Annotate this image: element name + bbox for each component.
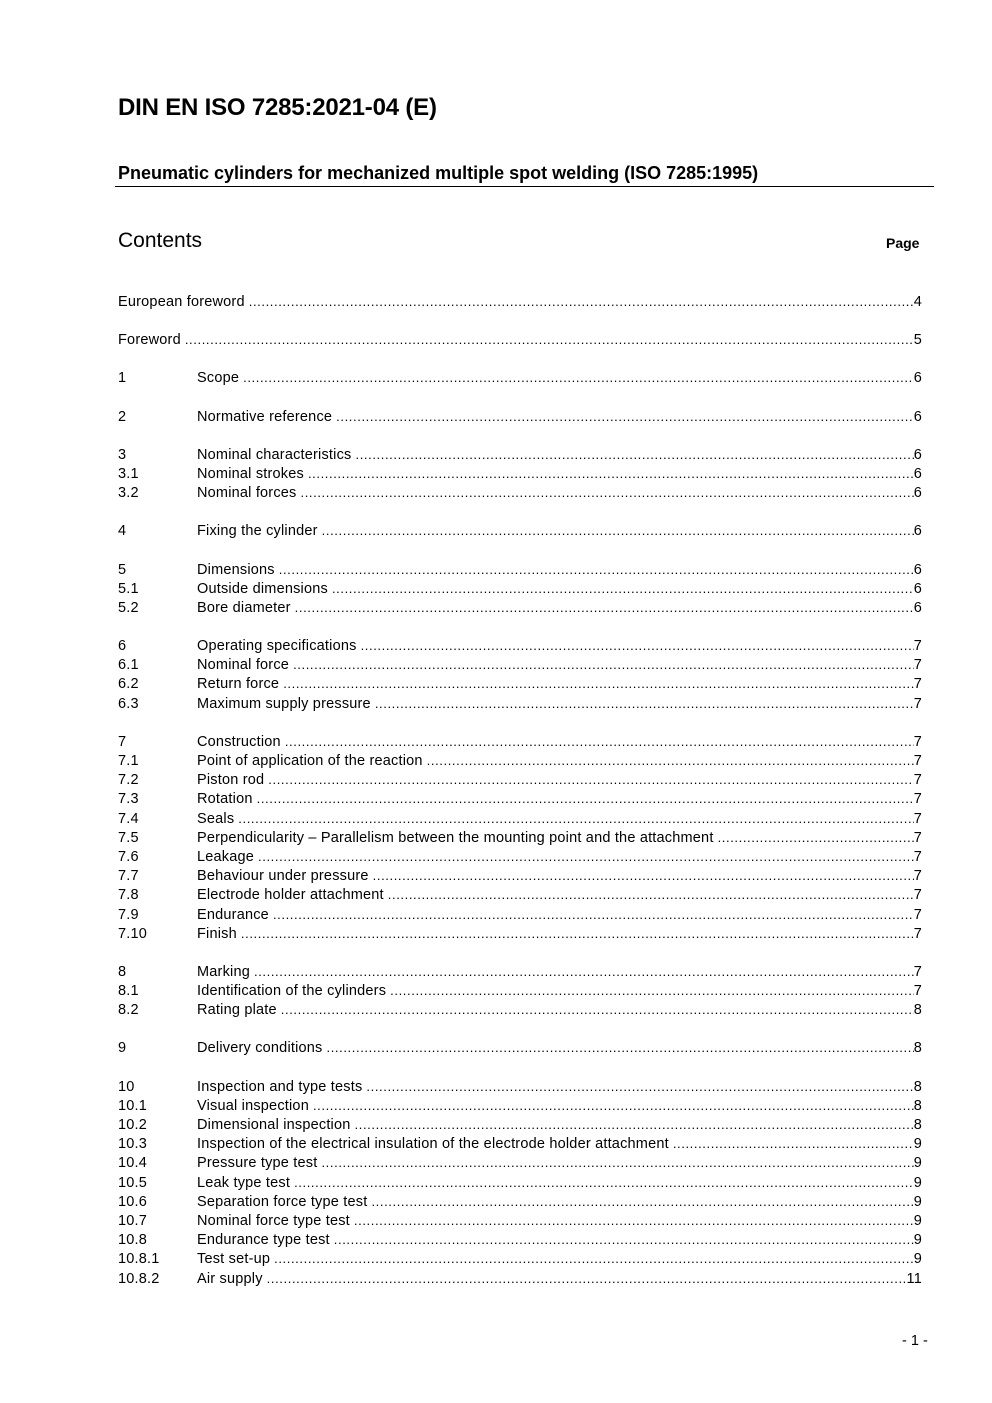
toc-entry-number: 3.2: [118, 485, 139, 502]
toc-leader-dots: [366, 1077, 913, 1096]
toc-leader-dots: [258, 847, 914, 866]
toc-entry-title: Return force: [197, 676, 280, 693]
toc-entry-title: Marking: [197, 963, 250, 980]
toc-entry-number: 10.8.2: [118, 1270, 160, 1287]
toc-entry-page: 7: [913, 868, 922, 885]
toc-entry-title: Endurance: [197, 906, 269, 923]
toc-entry-title: Air supply: [197, 1270, 263, 1287]
toc-entry-number: 3.1: [118, 465, 139, 482]
toc-entry-title: Inspection and type tests: [197, 1078, 363, 1095]
toc-entry[interactable]: [118, 445, 922, 464]
toc-entry-title: Identification of the cylinders: [197, 983, 387, 1000]
toc-entry-title: Perpendicularity – Parallelism between the mounting point and the attachment: [197, 829, 714, 846]
toc-entry[interactable]: [118, 579, 922, 598]
toc-entry-page: 6: [913, 370, 922, 387]
toc-entry-number: 7.1: [118, 753, 139, 769]
toc-entry-title: Separation force type test: [197, 1193, 368, 1210]
toc-leader-dots: [336, 407, 914, 426]
toc-entry[interactable]: [118, 464, 922, 483]
toc-entry-number: 7.3: [118, 791, 139, 808]
toc-entry-page: 8: [913, 1117, 922, 1133]
toc-entry-page: 7: [913, 695, 922, 712]
toc-entry-page: 6: [913, 446, 922, 463]
toc-entry[interactable]: [118, 1096, 922, 1115]
toc-entry[interactable]: [118, 330, 922, 349]
toc-entry-number: 2: [118, 408, 127, 425]
toc-entry-page: 6: [913, 485, 922, 502]
toc-entry-title: Fixing the cylinder: [197, 523, 318, 540]
toc-entry-title: Point of application of the reaction: [197, 753, 423, 769]
toc-entry-page: 8: [913, 1040, 922, 1057]
toc-entry-number: 10.6: [118, 1193, 148, 1210]
toc-leader-dots: [294, 1173, 914, 1192]
toc-entry-page: 6: [913, 523, 922, 540]
toc-leader-dots: [257, 789, 914, 808]
toc-leader-dots: [279, 560, 914, 579]
toc-entry-number: 6.1: [118, 657, 139, 674]
toc-entry[interactable]: [118, 694, 922, 713]
toc-entry-page: 8: [913, 1078, 922, 1095]
toc-entry-title: Outside dimensions: [197, 580, 328, 597]
toc-entry-page: 8: [913, 1002, 922, 1019]
toc-leader-dots: [388, 885, 914, 904]
toc-entry[interactable]: [118, 1249, 922, 1268]
toc-entry-page: 7: [913, 848, 922, 865]
toc-entry-title: Behaviour under pressure: [197, 868, 369, 885]
toc-leader-dots: [254, 962, 914, 981]
toc-entry-page: 7: [913, 638, 922, 655]
toc-entry[interactable]: [118, 962, 922, 981]
toc-leader-dots: [274, 1249, 914, 1268]
toc-entry-page: 7: [913, 772, 922, 789]
toc-entry-number: 7.2: [118, 772, 139, 789]
toc-entry[interactable]: [118, 368, 922, 387]
toc-entry-page: 9: [913, 1174, 922, 1191]
toc-entry-title: Visual inspection: [197, 1097, 309, 1114]
toc-entry[interactable]: [118, 924, 922, 943]
toc-entry-page: 9: [913, 1212, 922, 1229]
toc-leader-dots: [281, 1000, 914, 1019]
footer-page-number: - 1 -: [902, 1333, 928, 1349]
toc-entry-number: 7.9: [118, 906, 139, 923]
page-column-heading: Page: [886, 235, 920, 251]
toc-entry-number: 7.7: [118, 868, 139, 885]
toc-entry-title: Electrode holder attachment: [197, 887, 384, 904]
toc-entry-number: 7.6: [118, 848, 139, 865]
toc-entry-page: 9: [913, 1251, 922, 1268]
toc-entry-title: Leak type test: [197, 1174, 291, 1191]
toc-entry[interactable]: [118, 292, 922, 311]
toc-entry[interactable]: [118, 1173, 922, 1192]
toc-entry[interactable]: [118, 885, 922, 904]
toc-entry-page: 6: [913, 465, 922, 482]
toc-leader-dots: [268, 770, 913, 789]
toc-entry[interactable]: [118, 1077, 922, 1096]
toc-leader-dots: [673, 1134, 914, 1153]
toc-entry-number: 8.2: [118, 1002, 139, 1019]
toc-leader-dots: [283, 674, 914, 693]
toc-entry[interactable]: [118, 1269, 922, 1288]
toc-entry[interactable]: [118, 560, 922, 579]
toc-entry-title: Maximum supply pressure: [197, 695, 371, 712]
toc-entry-number: 4: [118, 523, 127, 540]
toc-leader-dots: [354, 1211, 914, 1230]
toc-leader-dots: [427, 751, 914, 770]
toc-entry[interactable]: [118, 1115, 922, 1134]
toc-entry-number: 10.4: [118, 1155, 148, 1172]
toc-leader-dots: [355, 1115, 914, 1134]
toc-entry-title: Nominal characteristics: [197, 446, 352, 463]
toc-leader-dots: [321, 1153, 913, 1172]
table-of-contents: [118, 292, 922, 1288]
toc-entry-page: 9: [913, 1136, 922, 1153]
toc-leader-dots: [334, 1230, 914, 1249]
toc-leader-dots: [373, 866, 914, 885]
toc-entry[interactable]: [118, 1134, 922, 1153]
toc-entry-number: 7.5: [118, 829, 139, 846]
toc-entry-number: 10.2: [118, 1117, 148, 1133]
toc-entry-page: 8: [913, 1097, 922, 1114]
toc-entry[interactable]: [118, 828, 922, 847]
toc-entry-number: 10: [118, 1078, 135, 1095]
toc-entry-number: 5.1: [118, 580, 139, 597]
toc-entry-number: 10.3: [118, 1136, 148, 1153]
toc-entry[interactable]: [118, 1038, 922, 1057]
toc-leader-dots: [285, 732, 914, 751]
toc-entry-title: Bore diameter: [197, 599, 291, 616]
toc-entry-number: 6: [118, 638, 127, 655]
toc-entry[interactable]: [118, 521, 922, 540]
toc-entry-number: 3: [118, 446, 127, 463]
toc-entry-page: 9: [913, 1193, 922, 1210]
toc-entry-title: Piston rod: [197, 772, 265, 789]
toc-leader-dots: [185, 330, 914, 349]
toc-entry-title: Normative reference: [197, 408, 333, 425]
toc-leader-dots: [249, 292, 914, 311]
toc-leader-dots: [355, 445, 913, 464]
toc-leader-dots: [267, 1269, 907, 1288]
toc-entry[interactable]: [118, 770, 922, 789]
toc-entry-number: 10.8: [118, 1232, 148, 1249]
toc-entry-number: 6.3: [118, 695, 139, 712]
toc-entry-page: 7: [913, 963, 922, 980]
toc-entry-number: 1: [118, 370, 127, 387]
toc-entry[interactable]: [118, 1192, 922, 1211]
toc-entry-number: 8.1: [118, 983, 139, 1000]
toc-entry-title: Rotation: [197, 791, 253, 808]
toc-entry[interactable]: [118, 866, 922, 885]
toc-entry-number: 10.7: [118, 1212, 148, 1229]
toc-entry[interactable]: [118, 732, 922, 751]
toc-entry-title: Leakage: [197, 848, 255, 865]
toc-leader-dots: [301, 483, 914, 502]
toc-entry[interactable]: [118, 1211, 922, 1230]
toc-leader-dots: [361, 636, 914, 655]
toc-leader-dots: [273, 905, 914, 924]
toc-entry-page: 7: [913, 791, 922, 808]
toc-entry-page: 9: [913, 1155, 922, 1172]
toc-entry[interactable]: [118, 809, 922, 828]
toc-entry-title: Dimensional inspection: [197, 1117, 351, 1133]
toc-entry[interactable]: [118, 483, 922, 502]
toc-entry[interactable]: [118, 1000, 922, 1019]
toc-entry-title: Scope: [197, 370, 240, 387]
toc-entry-number: 7.4: [118, 810, 139, 827]
toc-entry-title: European foreword: [118, 294, 245, 310]
toc-entry-title: Endurance type test: [197, 1232, 330, 1249]
toc-entry-title: Operating specifications: [197, 638, 357, 655]
toc-entry-page: 4: [913, 294, 922, 310]
title-underline: [115, 186, 934, 187]
toc-entry-title: Dimensions: [197, 561, 275, 578]
toc-entry-page: 7: [913, 676, 922, 693]
toc-entry-number: 7.8: [118, 887, 139, 904]
toc-leader-dots: [371, 1192, 913, 1211]
toc-entry-title: Delivery conditions: [197, 1040, 323, 1057]
toc-entry-page: 9: [913, 1232, 922, 1249]
toc-entry-number: 10.5: [118, 1174, 148, 1191]
toc-entry[interactable]: [118, 674, 922, 693]
toc-leader-dots: [313, 1096, 914, 1115]
toc-leader-dots: [308, 464, 914, 483]
toc-entry[interactable]: [118, 407, 922, 426]
toc-leader-dots: [243, 368, 914, 387]
toc-entry-page: 6: [913, 408, 922, 425]
toc-leader-dots: [241, 924, 914, 943]
toc-entry-title: Nominal forces: [197, 485, 297, 502]
toc-leader-dots: [295, 598, 914, 617]
toc-entry-page: 7: [913, 829, 922, 846]
toc-entry-page: 7: [913, 753, 922, 769]
toc-entry-page: 6: [913, 599, 922, 616]
toc-entry[interactable]: [118, 1153, 922, 1172]
toc-entry-page: 11: [906, 1270, 922, 1287]
document-title: DIN EN ISO 7285:2021-04 (E): [118, 94, 437, 121]
toc-leader-dots: [718, 828, 914, 847]
toc-entry[interactable]: [118, 636, 922, 655]
toc-entry[interactable]: [118, 789, 922, 808]
toc-leader-dots: [322, 521, 914, 540]
toc-entry[interactable]: [118, 905, 922, 924]
toc-leader-dots: [238, 809, 913, 828]
toc-entry-title: Foreword: [118, 332, 181, 349]
toc-entry-title: Test set-up: [197, 1251, 271, 1268]
toc-entry-page: 7: [913, 887, 922, 904]
toc-entry-title: Seals: [197, 810, 235, 827]
toc-entry-number: 9: [118, 1040, 127, 1057]
toc-entry-page: 6: [913, 561, 922, 578]
toc-entry-number: 5.2: [118, 599, 139, 616]
document-subtitle: Pneumatic cylinders for mechanized multiple spot welding (ISO 7285:1995): [118, 163, 759, 183]
toc-leader-dots: [293, 655, 914, 674]
toc-entry-title: Inspection of the electrical insulation of the electrode holder attachment: [197, 1136, 669, 1153]
toc-entry[interactable]: [118, 655, 922, 674]
toc-entry[interactable]: [118, 1230, 922, 1249]
toc-entry-title: Nominal force: [197, 657, 290, 674]
toc-entry-page: 7: [913, 733, 922, 750]
toc-leader-dots: [375, 694, 914, 713]
toc-entry-number: 8: [118, 963, 127, 980]
toc-leader-dots: [390, 981, 914, 1000]
toc-entry-title: Nominal force type test: [197, 1212, 350, 1229]
toc-entry-page: 7: [913, 657, 922, 674]
toc-entry-page: 7: [913, 810, 922, 827]
toc-entry[interactable]: [118, 847, 922, 866]
contents-heading: Contents: [118, 229, 203, 252]
toc-entry-page: 7: [913, 925, 922, 942]
toc-entry-title: Rating plate: [197, 1002, 277, 1019]
toc-entry[interactable]: [118, 981, 922, 1000]
toc-entry-number: 10.8.1: [118, 1251, 160, 1268]
toc-entry[interactable]: [118, 751, 922, 770]
toc-entry-page: 5: [913, 332, 922, 349]
toc-entry-number: 7: [118, 733, 127, 750]
toc-entry-title: Finish: [197, 925, 237, 942]
toc-entry-page: 6: [913, 580, 922, 597]
toc-entry[interactable]: [118, 598, 922, 617]
toc-entry-number: 7.10: [118, 925, 148, 942]
toc-entry-title: Construction: [197, 733, 281, 750]
toc-entry-number: 10.1: [118, 1097, 148, 1114]
toc-entry-page: 7: [913, 906, 922, 923]
toc-entry-number: 5: [118, 561, 127, 578]
toc-entry-number: 6.2: [118, 676, 139, 693]
toc-entry-title: Nominal strokes: [197, 465, 304, 482]
toc-entry-title: Pressure type test: [197, 1155, 318, 1172]
toc-leader-dots: [332, 579, 914, 598]
toc-leader-dots: [327, 1038, 914, 1057]
toc-entry-page: 7: [913, 983, 922, 1000]
